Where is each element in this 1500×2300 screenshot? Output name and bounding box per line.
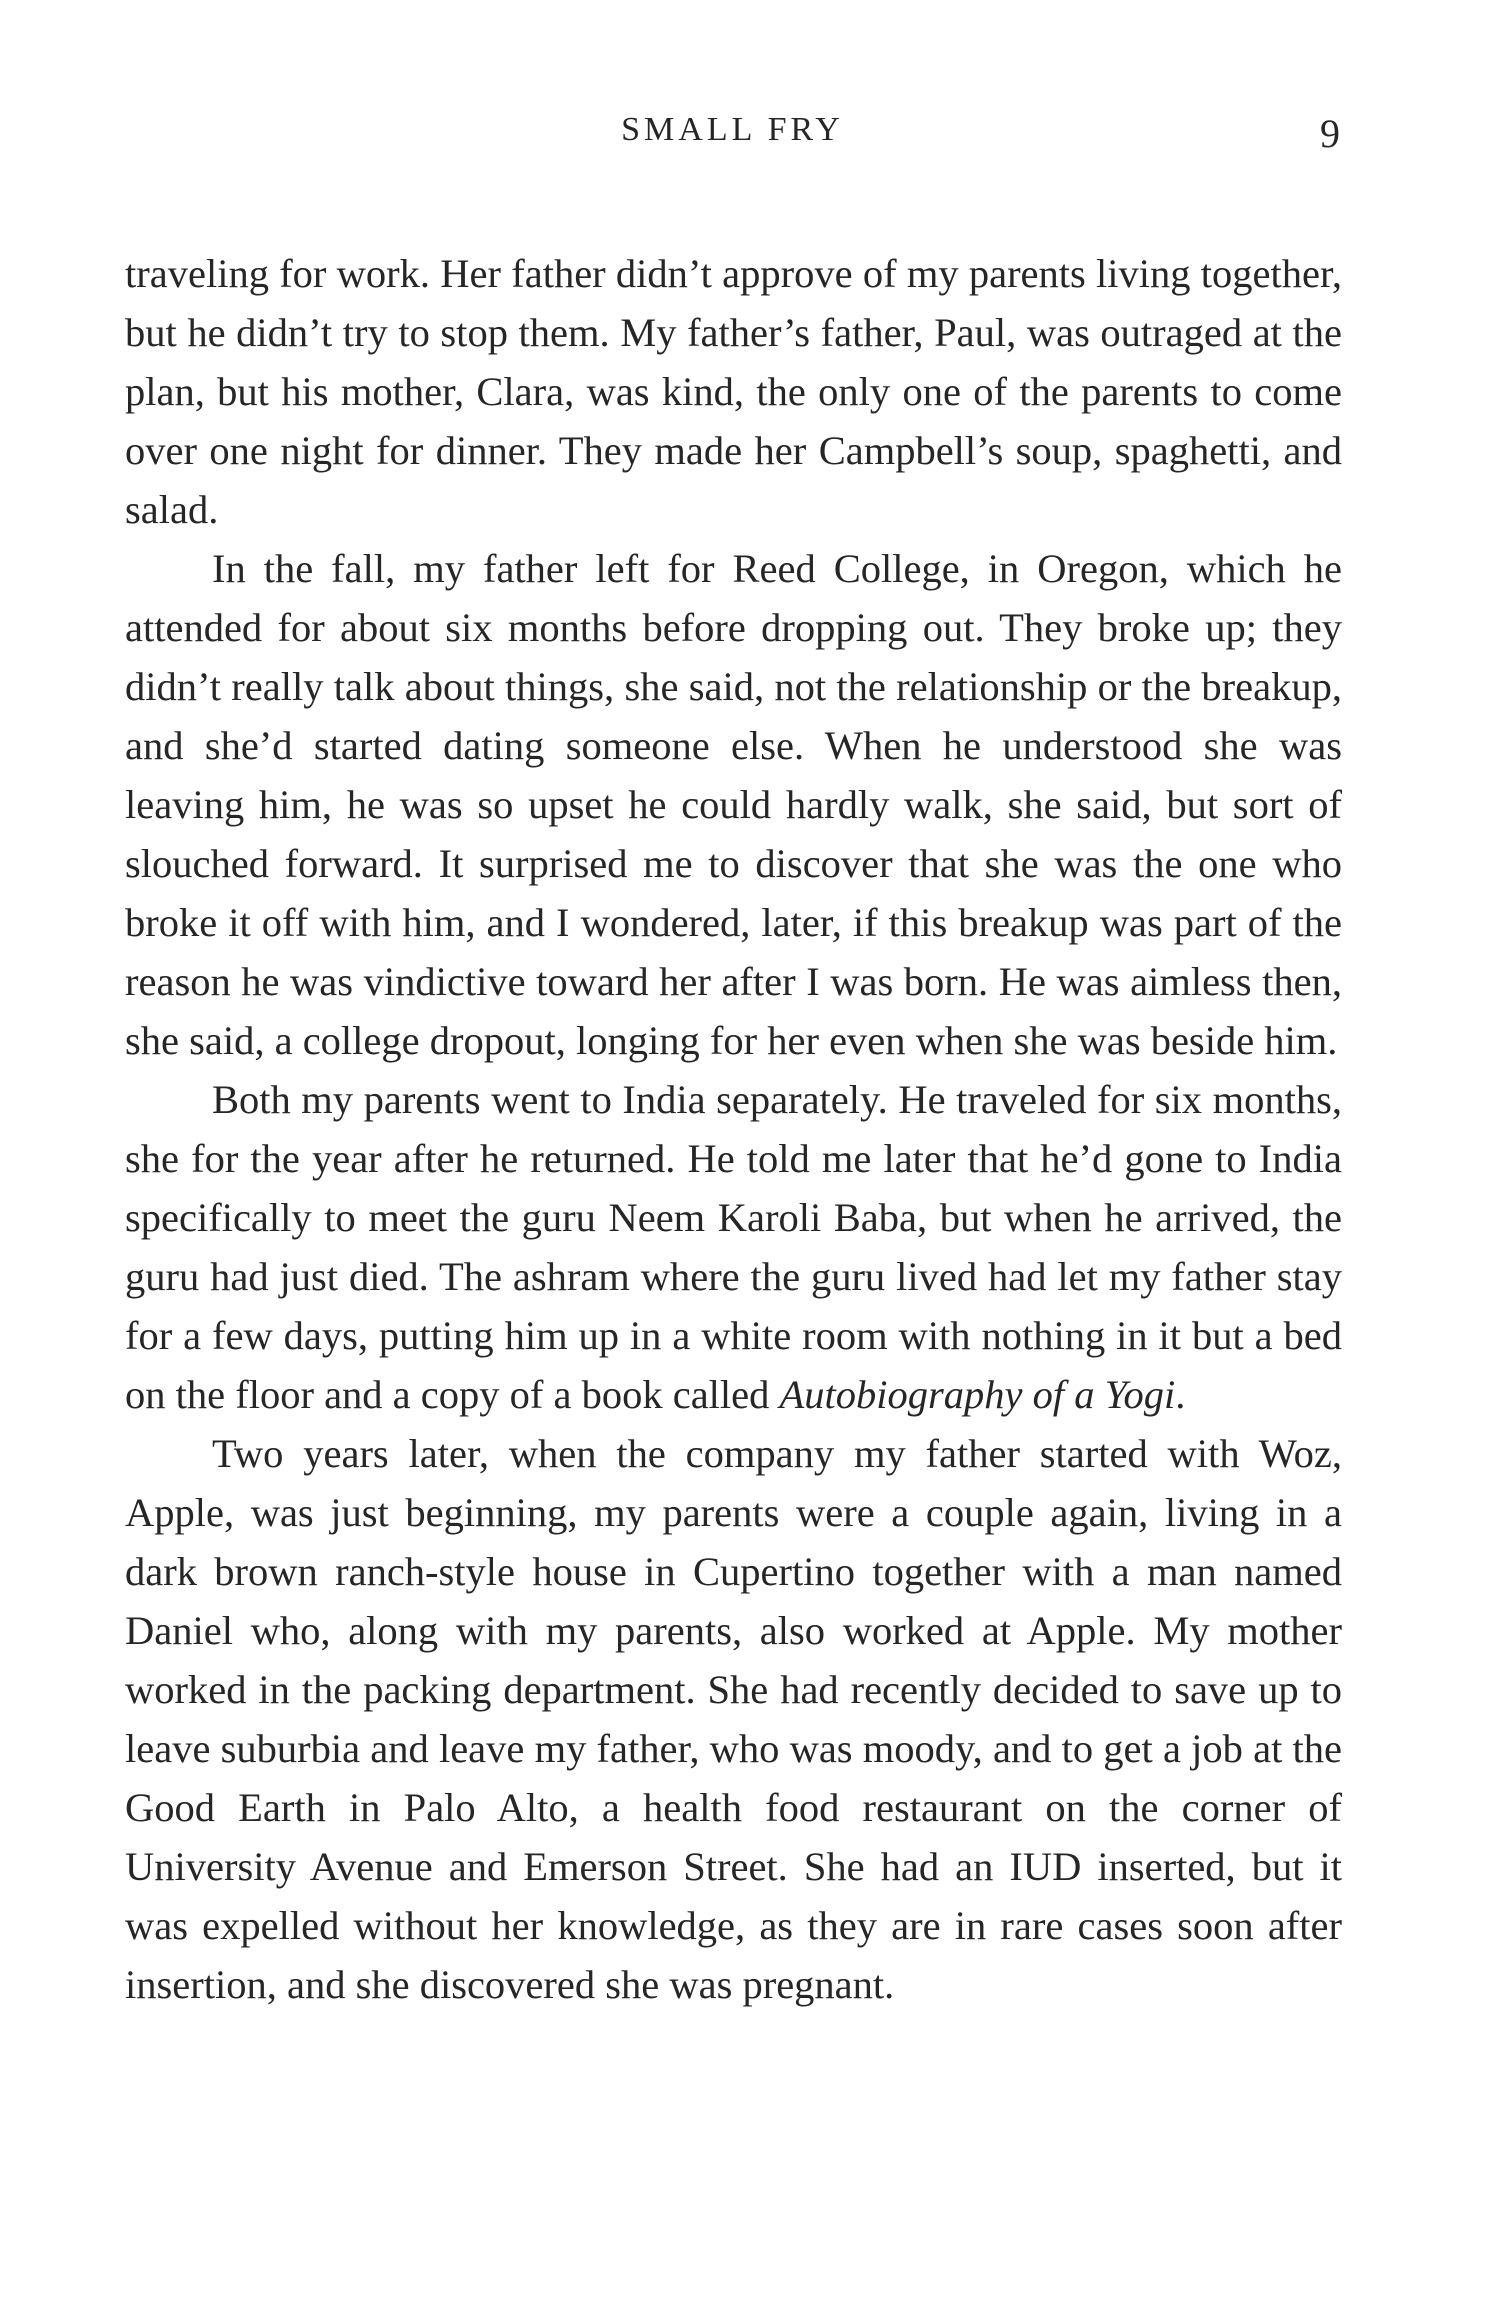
paragraph-3	[125, 1070, 1342, 1424]
page-number: 9	[1320, 111, 1340, 156]
paragraph-2: In the fall, my father left for Reed College, in Oregon, which he attended for about six months before dropping out. They broke up; they didn’t really talk about things, she said, not the relationship or the breakup, and she’d started dating someone else. When he understood she was leaving him, he was so upset he could hardly walk, she said, but sort of slouched forward. It surprised me to discover that she was the one who broke it off with him, and I wondered, later, if this breakup was part of the reason he was vindictive toward her after I was born. He was aimless then, she said, a college dropout, longing for her even when she was beside him.	[125, 546, 1342, 1063]
paragraph-3-text: Both my parents went to India separately. He traveled for six months, she for the year after he returned. He told me later that he’d gone to India specifically to meet the guru Neem Karoli Baba, but when he arrived, the guru had just died. The ashram where the guru lived had let my father stay for a few days, putting him up in a white room with nothing in it but a bed on the floor and a copy of a book called	[125, 1077, 1342, 1417]
running-title: SMALL FRY	[621, 111, 844, 148]
book-title-italic: Autobiography of a Yogi	[779, 1372, 1176, 1417]
running-header	[0, 105, 1465, 155]
paragraph-1: traveling for work. Her father didn’t approve of my parents living together, but he didn’t try to stop them. My father’s father, Paul, was outraged at the plan, but his mother, Clara, was kind, the only one of the parents to come over one night for dinner. They made her Campbell’s soup, spaghetti, and salad.	[125, 251, 1342, 532]
body-text	[125, 244, 1342, 2014]
paragraph-3-end: .	[1175, 1372, 1186, 1417]
paragraph-4: Two years later, when the company my father started with Woz, Apple, was just beginning, my parents were a couple again, living in a dark brown ranch-style house in Cupertino together with a man named Daniel who, along with my parents, also worked at Apple. My mother worked in the packing department. She had recently decided to save up to leave suburbia and leave my father, who was moody, and to get a job at the Good Earth in Palo Alto, a health food restaurant on the corner of University Avenue and Emerson Street. She had an IUD inserted, but it was expelled without her knowledge, as they are in rare cases soon after insertion, and she discovered she was pregnant.	[125, 1431, 1342, 2007]
